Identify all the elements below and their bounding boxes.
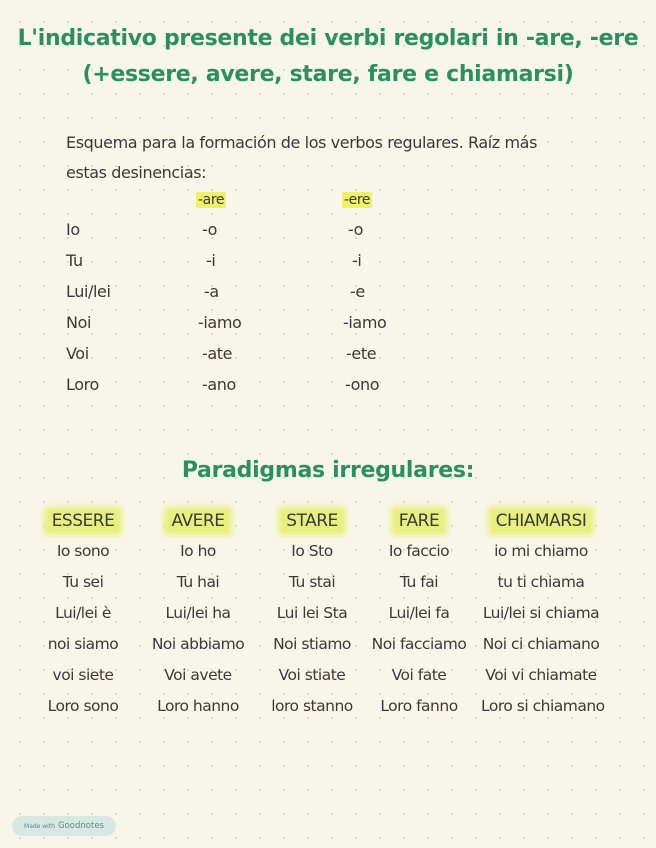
- pronoun-cell: Io: [66, 220, 80, 239]
- header-avere: AVERE: [168, 511, 229, 531]
- pronoun-cell: Noi: [66, 313, 92, 332]
- paradigm-form: Io sono: [56, 542, 110, 560]
- paradigm-form: Lui/lei fa: [388, 604, 450, 622]
- paradigm-form: Noi ci chiamano: [482, 635, 600, 653]
- paradigm-form: Tu sei: [62, 573, 104, 591]
- ending-are-cell: -ate: [202, 344, 233, 363]
- paradigm-form: Lui/lei ha: [165, 604, 231, 622]
- pronoun-cell: Lui/lei: [66, 282, 111, 301]
- paradigm-form: Lui/lei è: [55, 604, 111, 622]
- ending-are-cell: -ano: [202, 375, 236, 394]
- badge-small-text: Made with: [24, 823, 56, 830]
- header-ere: -ere: [344, 192, 371, 208]
- header-are: -are: [198, 192, 225, 208]
- paradigm-form: tu ti chiama: [497, 573, 585, 591]
- paradigm-header: [23, 511, 143, 531]
- paradigm-form: Tu fai: [399, 573, 439, 591]
- paradigm-form: Noi stiamo: [273, 635, 351, 653]
- paradigm-header: [359, 511, 479, 531]
- paradigm-form: voi siete: [52, 666, 114, 684]
- paradigm-form: Loro hanno: [157, 697, 239, 715]
- paradigm-header: [138, 511, 258, 531]
- paradigm-form: Io Sto: [291, 542, 333, 560]
- paradigm-form: Loro fanno: [380, 697, 458, 715]
- paradigm-form: Noi abbiamo: [151, 635, 245, 653]
- paradigm-header: [252, 511, 372, 531]
- paradigm-form: Loro sono: [47, 697, 119, 715]
- pronoun-cell: Loro: [66, 375, 99, 394]
- paradigm-form: Io faccio: [388, 542, 450, 560]
- paradigm-form: Tu stai: [288, 573, 336, 591]
- paradigm-form: Lui lei Sta: [276, 604, 348, 622]
- ending-are-cell: -iamo: [198, 313, 242, 332]
- header-chiamarsi: CHIAMARSI: [492, 511, 591, 531]
- ending-ere-cell: -ete: [346, 344, 377, 363]
- paradigm-form: Voi stiate: [278, 666, 346, 684]
- page-title-line-1: L'indicativo presente dei verbi regolari in -are, -ere: [17, 26, 639, 51]
- intro-text: Esquema para la formación de los verbos regulares. Raíz más estas desinencias:: [66, 133, 538, 182]
- paradigm-form: Voi vi chiamate: [485, 666, 597, 684]
- ending-ere-cell: -o: [348, 220, 364, 239]
- paradigm-form: loro stanno: [271, 697, 353, 715]
- irregular-title: Paradigmas irregulares:: [181, 458, 475, 483]
- ending-ere-cell: -ono: [345, 375, 380, 394]
- page-title-line-2: (+essere, avere, stare, fare e chiamarsi): [82, 62, 574, 87]
- paradigm-form: Tu hai: [176, 573, 220, 591]
- ending-ere-cell: -i: [352, 251, 362, 270]
- badge-brand-text: Goodnotes: [58, 821, 104, 831]
- ending-are-cell: -i: [206, 251, 216, 270]
- ending-are-cell: -o: [202, 220, 218, 239]
- paradigm-form: Lui/lei si chiama: [482, 604, 600, 622]
- ending-ere-cell: -e: [350, 282, 365, 301]
- pronoun-cell: Tu: [66, 251, 83, 270]
- paradigm-form: Loro si chiamano: [481, 697, 605, 715]
- ending-ere-cell: -iamo: [343, 313, 387, 332]
- pronoun-cell: Voi: [66, 344, 89, 363]
- paradigm-form: Io ho: [180, 542, 216, 560]
- header-essere: ESSERE: [48, 511, 119, 531]
- paradigm-header: [481, 511, 601, 531]
- ending-are-cell: -a: [204, 282, 219, 301]
- paradigm-form: noi siamo: [47, 635, 119, 653]
- paradigm-form: Noi facciamo: [371, 635, 467, 653]
- header-fare: FARE: [395, 511, 443, 531]
- paradigm-form: io mi chiamo: [494, 542, 588, 560]
- paradigm-form: Voi fate: [391, 666, 447, 684]
- header-stare: STARE: [282, 511, 342, 531]
- paradigm-form: Voi avete: [164, 666, 232, 684]
- made-with-goodnotes-badge[interactable]: [12, 816, 116, 836]
